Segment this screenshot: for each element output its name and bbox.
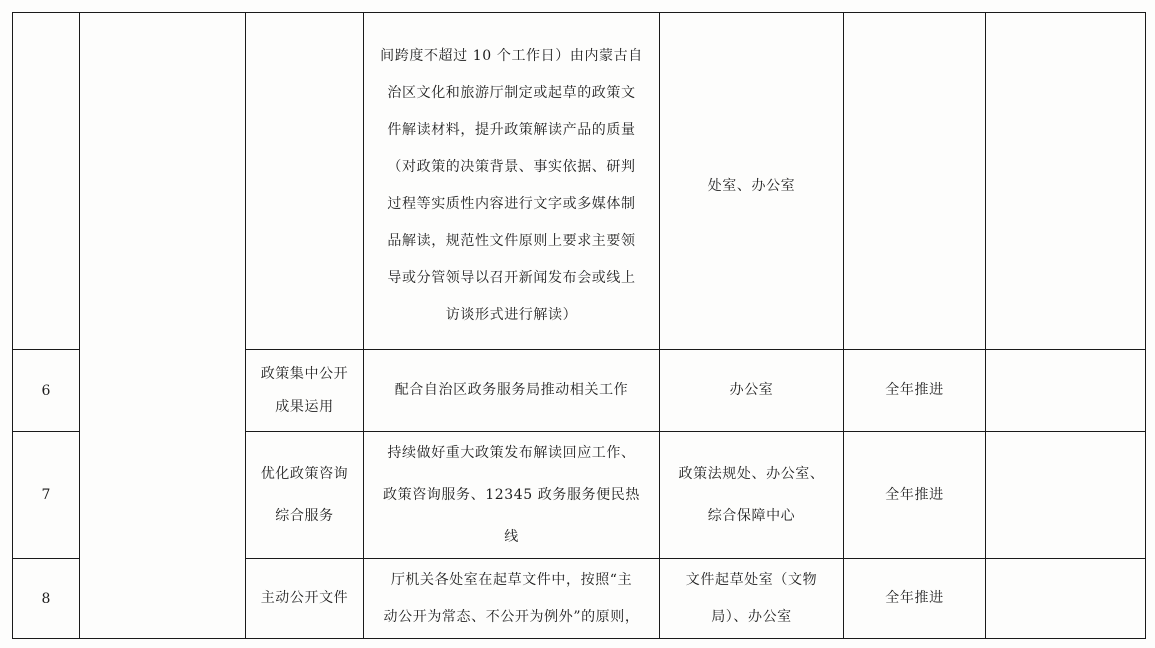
content-line: 线	[504, 529, 519, 545]
responsible-cell	[660, 432, 844, 559]
responsible-line: 办公室	[729, 382, 774, 398]
timeline: 全年推进	[885, 486, 944, 503]
content-line: 间跨度不超过 10 个工作日）由内蒙古自	[380, 48, 643, 64]
content-line: 过程等实质性内容进行文字或多媒体制	[387, 196, 636, 212]
item-line: 政策集中公开	[260, 365, 349, 382]
item-line: 优化政策咨询	[260, 466, 349, 482]
notes-cell	[986, 13, 1146, 350]
responsible-line: 文件起草处室（文物	[685, 571, 818, 588]
content-line: 配合自治区政务服务局推动相关工作	[394, 382, 629, 398]
item-cell	[246, 13, 364, 350]
item-line: 综合服务	[275, 508, 334, 524]
notes-cell	[986, 559, 1146, 639]
content-cell	[364, 559, 660, 639]
timeline-cell	[844, 559, 986, 639]
responsible-cell	[660, 13, 844, 350]
responsible-cell	[660, 350, 844, 432]
item-cell	[246, 350, 364, 432]
content-line: （对政策的决策背景、事实依据、研判	[387, 159, 636, 175]
content-line: 导或分管领导以召开新闻发布会或线上	[387, 270, 636, 286]
number-cell	[13, 350, 80, 432]
timeline: 全年推进	[885, 382, 944, 398]
number-cell	[13, 13, 80, 350]
work-plan-table	[12, 12, 1146, 639]
item-cell	[246, 559, 364, 639]
content-line: 件解读材料，提升政策解读产品的质量	[387, 122, 636, 138]
timeline: 全年推进	[885, 590, 944, 606]
timeline-cell	[844, 432, 986, 559]
content-line: 访谈形式进行解读）	[445, 307, 578, 323]
continuation-row	[13, 13, 1146, 350]
item-line: 成果运用	[275, 398, 334, 415]
responsible-line: 综合保障中心	[707, 508, 796, 524]
content-cell	[364, 350, 660, 432]
responsible-line: 局）、办公室	[711, 608, 792, 625]
content-line: 持续做好重大政策发布解读回应工作、	[387, 445, 636, 461]
content-line: 治区文化和旅游厅制定或起草的政策文	[387, 85, 636, 101]
content-line: 厅机关各处室在起草文件中，按照“主	[390, 571, 633, 588]
responsible-line: 处室、办公室	[707, 177, 796, 194]
responsible-cell	[660, 559, 844, 639]
timeline-cell	[844, 350, 986, 432]
notes-cell	[986, 350, 1146, 432]
item-line: 主动公开文件	[260, 590, 349, 606]
content-cell	[364, 13, 660, 350]
row-number: 7	[41, 487, 51, 503]
row-number: 6	[41, 382, 51, 399]
content-line: 品解读，规范性文件原则上要求主要领	[387, 233, 636, 249]
responsible-line: 政策法规处、办公室、	[678, 466, 825, 482]
row-number: 8	[41, 590, 51, 607]
content-line: 动公开为常态、不公开为例外”的原则，	[383, 608, 640, 625]
content-line: 政策咨询服务、12345 政务服务便民热	[383, 487, 640, 503]
notes-cell	[986, 432, 1146, 559]
item-cell	[246, 432, 364, 559]
content-cell	[364, 432, 660, 559]
category-cell	[80, 13, 246, 639]
timeline-cell	[844, 13, 986, 350]
number-cell	[13, 432, 80, 559]
number-cell	[13, 559, 80, 639]
